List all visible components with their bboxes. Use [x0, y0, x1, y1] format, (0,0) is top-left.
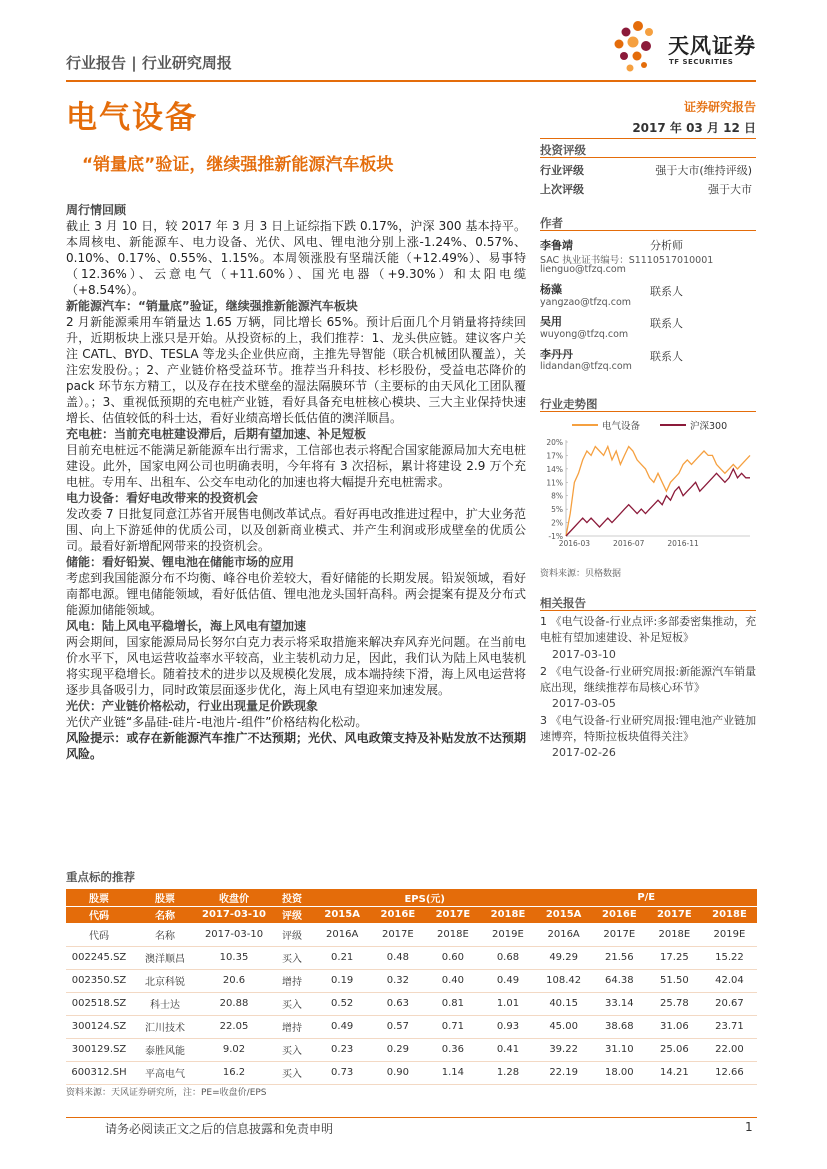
table-cell: 0.71 [425, 1015, 480, 1038]
rating-title: 投资评级 [540, 143, 586, 157]
table-cell: 0.68 [480, 946, 535, 969]
table-cell: 0.49 [480, 969, 535, 992]
header-cell: 2016E [370, 906, 425, 923]
headline: “销量底”验证，继续强推新能源汽车板块 [82, 155, 394, 175]
table-cell: 2018E [647, 923, 702, 946]
report-type: 行业报告 | 行业研究周报 [66, 54, 232, 72]
header-cell: 名称 [132, 906, 198, 923]
table-cell: 1.14 [425, 1061, 480, 1084]
header-cell: 2016E [592, 906, 647, 923]
section-heading: 电力设备：看好电改带来的投资机会 [66, 491, 259, 505]
section-text: 考虑到我国能源分布不均衡、峰谷电价差较大，看好储能的长期发展。铅炭领域，看好南都电源。锂电储能领域，看好低估值、锂电池龙头国轩高科。两会提案有提及分布式能源加储能领域。 [66, 571, 526, 617]
header-cell: 2015A [314, 906, 370, 923]
table-cell: 22.19 [535, 1061, 591, 1084]
table-cell: 0.93 [480, 1015, 535, 1038]
header-cell: 投资 [270, 889, 314, 906]
table-cell: 20.6 [198, 969, 270, 992]
table-cell: 1.28 [480, 1061, 535, 1084]
table-cell: 21.56 [592, 946, 647, 969]
table-cell: 002350.SZ [66, 969, 132, 992]
rating-value: 强于大市 [708, 183, 752, 196]
author-role: 联系人 [650, 285, 683, 298]
header-cell: 收盘价 [198, 889, 270, 906]
table-cell: 45.00 [535, 1015, 591, 1038]
table-cell: 42.04 [702, 969, 757, 992]
logo-text: 天风证券 [668, 34, 756, 58]
recommendation-table [66, 889, 757, 1085]
legend-label: 电气设备 [602, 421, 641, 432]
x-tick-label: 2016-03 [558, 539, 591, 548]
table-cell: 0.40 [425, 969, 480, 992]
table-row [66, 946, 757, 969]
table-cell: 0.81 [425, 992, 480, 1015]
table-title: 重点标的推荐 [66, 870, 135, 884]
authors-title: 作者 [540, 216, 563, 230]
table-cell: 平高电气 [132, 1061, 198, 1084]
series-line [566, 469, 750, 536]
section-heading: 充电桩：当前充电桩建设滞后，后期有望加速、补足短板 [66, 427, 367, 441]
related-report[interactable]: 3 《电气设备-行业研究周报:锂电池产业链加速博弈，特斯拉板块值得关注》 [540, 714, 757, 743]
author-name: 李鲁靖 [540, 239, 573, 252]
section-text: 目前充电桩远不能满足新能源车出行需求，工信部也表示将配合国家能源局加大充电桩建设。此外，国家电网公司也明确表明，今年将有 3 次招标，累计将建设 2.9 万个充电桩。专用车、出租车、公交车电动化的加速也将大幅提升充电桩需求。 [66, 443, 526, 489]
related-report[interactable]: 2 《电气设备-行业研究周报:新能源汽车销量底出现，继续推荐布局核心环节》 [540, 665, 757, 694]
table-cell: 12.66 [702, 1061, 757, 1084]
table-cell: 002245.SZ [66, 946, 132, 969]
table-cell: 0.32 [370, 969, 425, 992]
table-cell: 23.71 [702, 1015, 757, 1038]
table-row [66, 1038, 757, 1061]
table-cell: 22.00 [702, 1038, 757, 1061]
table-cell: 2017E [592, 923, 647, 946]
header-cell: 2017E [647, 906, 702, 923]
section-heading: 储能：看好铅炭、锂电池在储能市场的应用 [66, 555, 295, 569]
table-cell: 汇川技术 [132, 1015, 198, 1038]
table-cell: 0.60 [425, 946, 480, 969]
authors-divider [540, 230, 756, 231]
table-cell: 0.73 [314, 1061, 370, 1084]
table-cell: 15.22 [702, 946, 757, 969]
y-tick-label: 8% [551, 491, 563, 501]
related-date: 2017-02-26 [552, 746, 616, 759]
table-body [66, 923, 757, 1084]
table-cell: 科士达 [132, 992, 198, 1015]
y-tick-label: 17% [546, 451, 563, 461]
section-heading: 周行情回顾 [66, 203, 127, 217]
table-cell: 买入 [270, 992, 314, 1015]
table-cell: 25.78 [647, 992, 702, 1015]
table-cell: 名称 [132, 923, 198, 946]
y-tick-label: 2% [551, 518, 563, 528]
table-cell: 600312.SH [66, 1061, 132, 1084]
table-cell: 1.01 [480, 992, 535, 1015]
author-name: 李丹丹 [540, 348, 573, 361]
section-text: 发改委 7 日批复同意江苏省开展售电侧改革试点。看好再电改推进过程中，扩大业务范围、向上下游延伸的优质公司，以及创新商业模式、并产生利润或形成壁垒的优质公司。最看好新增配网带来的投资机会。 [66, 507, 526, 553]
tf-logo-icon [608, 18, 666, 76]
table-cell: 0.41 [480, 1038, 535, 1061]
rating-row-previous [540, 181, 756, 197]
table-cell: 评级 [270, 923, 314, 946]
rating-row-industry [540, 162, 756, 178]
table-cell: 增持 [270, 1015, 314, 1038]
header-cell: 2018E [480, 906, 535, 923]
table-cell: 泰胜风能 [132, 1038, 198, 1061]
author-role: 分析师 [650, 239, 683, 252]
table-cell: 0.29 [370, 1038, 425, 1061]
table-cell: 0.57 [370, 1015, 425, 1038]
section-heading: 风电：陆上风电平稳增长，海上风电有望加速 [66, 619, 307, 633]
header-cell: EPS(元) [314, 889, 535, 906]
author-role: 联系人 [650, 350, 683, 363]
table-cell: 20.88 [198, 992, 270, 1015]
table-cell: 买入 [270, 946, 314, 969]
table-cell: 14.21 [647, 1061, 702, 1084]
table-source: 资料来源：天风证券研究所，注：PE=收盘价/EPS [66, 1088, 267, 1098]
header-cell: 评级 [270, 906, 314, 923]
table-cell: 0.63 [370, 992, 425, 1015]
table-cell: 31.10 [592, 1038, 647, 1061]
header-cell: 2018E [702, 906, 757, 923]
table-cell: 澳洋顺昌 [132, 946, 198, 969]
y-tick-label: -1% [548, 532, 563, 541]
author-email[interactable]: lienguo@tfzq.com [540, 264, 626, 275]
table-cell: 2017E [370, 923, 425, 946]
related-date: 2017-03-05 [552, 697, 616, 710]
table-cell: 51.50 [647, 969, 702, 992]
table-row [66, 923, 757, 946]
series-line [566, 447, 750, 537]
table-header-row [66, 889, 757, 906]
legend-label: 沪深300 [690, 421, 728, 432]
report-body [66, 202, 526, 762]
section-text: 截止 3 月 10 日，较 2017 年 3 月 3 日上证综指下跌 0.17%，沪深 300 基本持平。本周核电、新能源车、电力设备、光伏、风电、锂电池分别上涨-1.24%、0.57%、0.10%、0.17%、0.55%、1.15%。本周领涨股有坚瑞沃能（+12.49%）、易事特（12.36%）、云意电气（+11.60%）、国光电器（+9.30%）和太阳电缆（+8.54%）。 [66, 219, 526, 297]
related-title: 相关报告 [540, 596, 586, 610]
table-cell: 38.68 [592, 1015, 647, 1038]
industry-title: 电气设备 [66, 100, 198, 136]
related-divider [540, 610, 756, 611]
header-cell: 2017E [425, 906, 480, 923]
section-text: 光伏产业链“多晶硅-硅片-电池片-组件”价格结构化松动。 [66, 715, 368, 729]
table-cell: 300124.SZ [66, 1015, 132, 1038]
table-cell: 40.15 [535, 992, 591, 1015]
y-tick-label: 20% [546, 438, 563, 447]
table-cell: 0.49 [314, 1015, 370, 1038]
table-row [66, 1061, 757, 1084]
table-cell: 22.05 [198, 1015, 270, 1038]
author-role: 联系人 [650, 317, 683, 330]
table-cell: 9.02 [198, 1038, 270, 1061]
table-row [66, 969, 757, 992]
rating-value: 强于大市(维持评级) [655, 164, 752, 177]
table-cell: 20.67 [702, 992, 757, 1015]
author-email[interactable]: yangzao@tfzq.com [540, 297, 632, 308]
y-tick-label: 11% [546, 478, 563, 488]
table-cell: 31.06 [647, 1015, 702, 1038]
risk-warning: 风险提示：或存在新能源汽车推广不达预期；光伏、风电政策支持及补贴发放不达预期风险。 [66, 731, 526, 761]
table-cell: 2016A [314, 923, 370, 946]
table-cell: 300129.SZ [66, 1038, 132, 1061]
table-cell: 增持 [270, 969, 314, 992]
logo-subtext: TF SECURITIES [669, 58, 734, 66]
trend-divider [540, 411, 756, 412]
table-cell: 北京科锐 [132, 969, 198, 992]
footer-divider [66, 1117, 757, 1118]
x-tick-label: 2016-07 [613, 539, 645, 548]
table-cell: 代码 [66, 923, 132, 946]
table-cell: 18.00 [592, 1061, 647, 1084]
section-text: 2 月新能源乘用车销量达 1.65 万辆，同比增长 65%。预计后面几个月销量将持续回升，近期板块上涨只是开始。从投资标的上，我们推荐：1、龙头供应链。建议客户关注 CATL、BYD、TESLA 等龙头企业供应商，主推先导智能（联合机械团队覆盖），关注宏发股份。；2、产业链价格受益环节。推荐当升科技、杉杉股份，受益电芯降价的 pack 环节东方精工，以及存在技术壁垒的湿法隔膜环节（主要标的由天风化工团队覆盖）。；3、重视低预期的充电桩产业链，看好具备充电桩核心模块、三大主业保持快速增长、估值较低的科士达，看好业绩高增长低估值的澳洋顺昌。 [66, 315, 526, 425]
report-label: 证券研究报告 [683, 100, 756, 114]
y-tick-label: 14% [546, 464, 563, 474]
table-cell: 33.14 [592, 992, 647, 1015]
author-name: 吴用 [540, 315, 562, 328]
table-cell: 39.22 [535, 1038, 591, 1061]
table-cell: 2017-03-10 [198, 923, 270, 946]
rating-key: 行业评级 [540, 164, 584, 177]
author-email[interactable]: lidandan@tfzq.com [540, 361, 632, 372]
table-row [66, 1015, 757, 1038]
section-heading: 新能源汽车：“销量底”验证，继续强推新能源汽车板块 [66, 299, 358, 313]
table-cell: 0.19 [314, 969, 370, 992]
table-cell: 17.25 [647, 946, 702, 969]
table-header-row [66, 906, 757, 923]
table-cell: 2016A [535, 923, 591, 946]
rating-divider [540, 157, 756, 158]
table-cell: 买入 [270, 1061, 314, 1084]
industry-trend-chart [540, 416, 756, 556]
y-tick-label: 5% [551, 505, 563, 515]
author-name: 杨藻 [540, 283, 562, 296]
related-report[interactable]: 1 《电气设备-行业点评:多部委密集推动，充电桩有望加速建设、补足短板》 [540, 615, 757, 644]
table-cell: 买入 [270, 1038, 314, 1061]
footer-disclaimer: 请务必阅读正文之后的信息披露和免责申明 [105, 1122, 334, 1136]
header-cell: 代码 [66, 906, 132, 923]
table-cell: 64.38 [592, 969, 647, 992]
author-email[interactable]: wuyong@tfzq.com [540, 329, 629, 340]
table-cell: 16.2 [198, 1061, 270, 1084]
page-number: 1 [745, 1120, 753, 1134]
section-heading: 光伏：产业链价格松动，行业出现量足价跌现象 [66, 699, 319, 713]
table-cell: 2019E [702, 923, 757, 946]
table-cell: 10.35 [198, 946, 270, 969]
table-cell: 0.52 [314, 992, 370, 1015]
header-cell: 股票 [66, 889, 132, 906]
table-cell: 2018E [425, 923, 480, 946]
section-text: 两会期间，国家能源局局长努尔白克力表示将采取措施来解决弃风弃光问题。在当前电价水平下，风电运营收益率水平较高，业主装机动力足，因此，我们认为陆上风电装机将实现平稳增长。随着技术的进步以及规模化发展，成本端持续下滑，海上风电运营将逐步具备吸引力，同时政策层面逐步优化，海上风电有望迎来加速发展。 [66, 635, 526, 697]
x-tick-label: 2016-11 [667, 539, 699, 548]
author-cert: SAC 执业证书编号：S1110517010001 [540, 255, 714, 266]
header-cell: 股票 [132, 889, 198, 906]
table-cell: 0.48 [370, 946, 425, 969]
table-cell: 2019E [480, 923, 535, 946]
related-date: 2017-03-10 [552, 648, 616, 661]
header-cell: P/E [535, 889, 757, 906]
trend-title: 行业走势图 [540, 397, 598, 411]
table-cell: 0.36 [425, 1038, 480, 1061]
table-row [66, 992, 757, 1015]
rating-key: 上次评级 [540, 183, 584, 196]
report-date: 2017 年 03 月 12 日 [632, 121, 756, 135]
table-cell: 49.29 [535, 946, 591, 969]
table-cell: 0.23 [314, 1038, 370, 1061]
header-cell: 2015A [535, 906, 591, 923]
table-cell: 002518.SZ [66, 992, 132, 1015]
table-cell: 0.21 [314, 946, 370, 969]
table-cell: 108.42 [535, 969, 591, 992]
header-divider [66, 80, 756, 82]
header-cell: 2017-03-10 [198, 906, 270, 923]
trend-source: 资料来源：贝格数据 [540, 569, 622, 579]
right-divider [540, 138, 756, 139]
table-cell: 25.06 [647, 1038, 702, 1061]
table-cell: 0.90 [370, 1061, 425, 1084]
